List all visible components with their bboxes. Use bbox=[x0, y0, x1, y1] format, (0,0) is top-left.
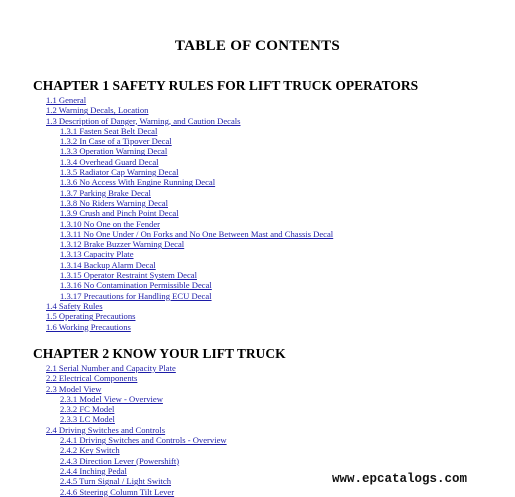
toc-item bbox=[0, 177, 333, 187]
toc-item bbox=[0, 270, 333, 280]
chapter-2-toc-list bbox=[0, 363, 227, 497]
toc-item bbox=[0, 105, 333, 115]
toc-section-link[interactable]: 2.2 Electrical Components bbox=[46, 373, 138, 384]
toc-subsection-link[interactable]: 1.3.5 Radiator Cap Warning Decal bbox=[60, 167, 179, 178]
toc-subsection-link[interactable]: 1.3.16 No Contamination Permissible Decal bbox=[60, 280, 212, 291]
toc-item bbox=[0, 126, 333, 136]
toc-item bbox=[0, 414, 227, 424]
toc-subsection-link[interactable]: 1.3.11 No One Under / On Forks and No One Between Mast and Chassis Decal bbox=[60, 228, 334, 239]
chapter-1-heading: CHAPTER 1 SAFETY RULES FOR LIFT TRUCK OPERATORS bbox=[33, 78, 419, 93]
toc-item bbox=[0, 239, 333, 249]
toc-subsection-link[interactable]: 1.3.8 No Riders Warning Decal bbox=[60, 197, 168, 208]
toc-item bbox=[0, 476, 227, 486]
toc-item bbox=[0, 445, 227, 455]
toc-subsection-link[interactable]: 2.3.2 FC Model bbox=[60, 404, 115, 415]
chapter-1-toc-list bbox=[0, 95, 333, 332]
toc-subsection-link[interactable]: 2.3.3 LC Model bbox=[60, 414, 115, 425]
toc-item bbox=[0, 373, 227, 383]
toc-section-link[interactable]: 1.2 Warning Decals, Location bbox=[46, 105, 149, 116]
chapter-2-heading: CHAPTER 2 KNOW YOUR LIFT TRUCK bbox=[33, 346, 286, 361]
toc-subsection-link[interactable]: 2.4.6 Steering Column Tilt Lever bbox=[60, 486, 175, 497]
toc-item bbox=[0, 157, 333, 167]
toc-title: TABLE OF CONTENTS bbox=[174, 38, 341, 54]
toc-subsection-link[interactable]: 1.3.10 No One on the Fender bbox=[60, 218, 161, 229]
toc-section-link[interactable]: 1.1 General bbox=[46, 95, 87, 105]
toc-subsection-link[interactable]: 1.3.14 Backup Alarm Decal bbox=[60, 259, 156, 270]
toc-item bbox=[0, 198, 333, 208]
toc-item bbox=[0, 95, 333, 105]
toc-item bbox=[0, 136, 333, 146]
toc-item bbox=[0, 167, 333, 177]
toc-subsection-link[interactable]: 1.3.1 Fasten Seat Belt Decal bbox=[60, 125, 158, 136]
toc-subsection-link[interactable]: 1.3.12 Brake Buzzer Warning Decal bbox=[60, 239, 185, 250]
toc-item bbox=[0, 188, 333, 198]
toc-item bbox=[0, 466, 227, 476]
toc-subsection-link[interactable]: 2.4.4 Inching Pedal bbox=[60, 465, 127, 476]
toc-item bbox=[0, 322, 333, 332]
toc-subsection-link[interactable]: 1.3.4 Overhead Guard Decal bbox=[60, 156, 159, 167]
toc-item bbox=[0, 229, 333, 239]
toc-item bbox=[0, 146, 333, 156]
toc-section-link[interactable]: 1.6 Working Precautions bbox=[46, 321, 131, 332]
toc-item bbox=[0, 425, 227, 435]
toc-subsection-link[interactable]: 1.3.17 Precautions for Handling ECU Decal bbox=[60, 290, 212, 301]
toc-subsection-link[interactable]: 1.3.6 No Access With Engine Running Decal bbox=[60, 177, 216, 188]
toc-item bbox=[0, 456, 227, 466]
toc-item bbox=[0, 384, 227, 394]
toc-section-link[interactable]: 1.5 Operating Precautions bbox=[46, 311, 136, 322]
toc-subsection-link[interactable]: 1.3.7 Parking Brake Decal bbox=[60, 187, 151, 198]
toc-item bbox=[0, 394, 227, 404]
toc-item bbox=[0, 219, 333, 229]
toc-item bbox=[0, 404, 227, 414]
toc-subsection-link[interactable]: 1.3.15 Operator Restraint System Decal bbox=[60, 270, 197, 281]
toc-item bbox=[0, 291, 333, 301]
toc-item bbox=[0, 487, 227, 497]
toc-section-link[interactable]: 1.3 Description of Danger, Warning, and Caution Decals bbox=[46, 115, 241, 126]
toc-item bbox=[0, 435, 227, 445]
toc-item bbox=[0, 363, 227, 373]
toc-item bbox=[0, 311, 333, 321]
toc-subsection-link[interactable]: 1.3.13 Capacity Plate bbox=[60, 249, 134, 260]
toc-item bbox=[0, 280, 333, 290]
toc-subsection-link[interactable]: 1.3.2 In Case of a Tipover Decal bbox=[60, 136, 172, 147]
toc-subsection-link[interactable]: 2.4.5 Turn Signal / Light Switch bbox=[60, 476, 172, 487]
toc-subsection-link[interactable]: 1.3.9 Crush and Pinch Point Decal bbox=[60, 208, 179, 219]
toc-subsection-link[interactable]: 2.3.1 Model View - Overview bbox=[60, 393, 163, 404]
toc-section-link[interactable]: 2.3 Model View bbox=[46, 383, 102, 394]
site-watermark: www.epcatalogs.com bbox=[331, 472, 467, 486]
toc-section-link[interactable]: 2.1 Serial Number and Capacity Plate bbox=[46, 363, 176, 373]
toc-item bbox=[0, 116, 333, 126]
toc-subsection-link[interactable]: 2.4.1 Driving Switches and Controls - Overview bbox=[60, 435, 227, 446]
toc-item bbox=[0, 260, 333, 270]
toc-item bbox=[0, 208, 333, 218]
toc-item bbox=[0, 249, 333, 259]
toc-section-link[interactable]: 2.4 Driving Switches and Controls bbox=[46, 424, 166, 435]
toc-section-link[interactable]: 1.4 Safety Rules bbox=[46, 300, 103, 311]
toc-subsection-link[interactable]: 2.4.3 Direction Lever (Powershift) bbox=[60, 455, 180, 466]
toc-item bbox=[0, 301, 333, 311]
toc-subsection-link[interactable]: 2.4.2 Key Switch bbox=[60, 445, 120, 456]
toc-subsection-link[interactable]: 1.3.3 Operation Warning Decal bbox=[60, 146, 168, 157]
